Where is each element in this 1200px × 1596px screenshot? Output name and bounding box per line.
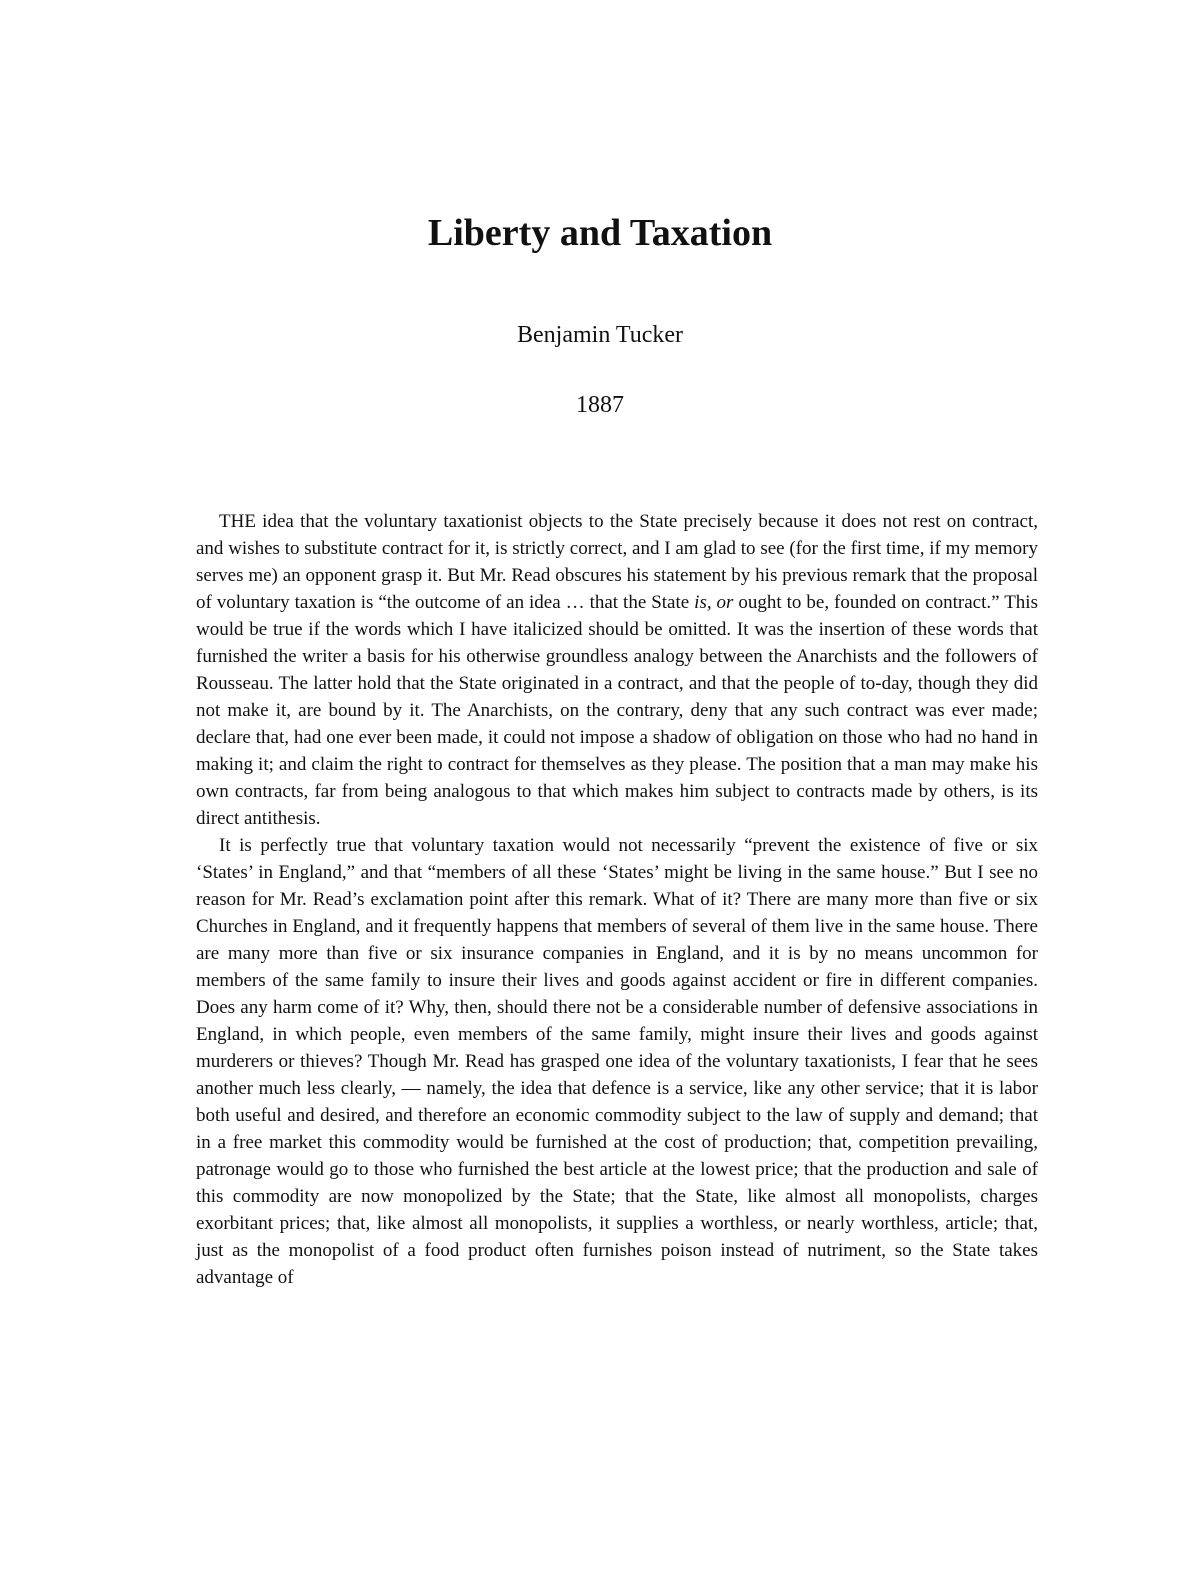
paragraph-1-text-a: THE idea that the voluntary taxationist objects to the State precisely because it does not rest on contract, and wishes to substitute contract for it, is strictly correct, and I am glad to see (for the first time, if my memory serves me) an opponent grasp it. But Mr. Read obscures his statement by his previous remark that the proposal of voluntary taxation is “the outcome of an idea … that the State — [196, 511, 1038, 613]
paragraph-2: It is perfectly true that voluntary taxation would not necessarily “prevent the existence of five or six ‘States’ in England,” and that “members of all these ‘States’ might be living in the same house.” But I see no reason for Mr. Read’s exclamation point after this remark. What of it? There are many more than five or six Churches in England, and it frequently happens that members of several of them live in the same house. There are many more than five or six insurance companies in England, and it is by no means uncommon for members of the same family to insure their lives and goods against accident or fire in different companies. Does any harm come of it? Why, then, should there not be a considerable number of defensive associations in England, in which people, even members of the same family, might insure their lives and goods against murderers or thieves? Though Mr. Read has grasped one idea of the voluntary taxationists, I fear that he sees another much less clearly, — namely, the idea that defence is a service, like any other service; that it is labor both useful and desired, and therefore an economic commodity subject to the law of supply and demand; that in a free market this commodity would be furnished at the cost of production; that, competition prevailing, patronage would go to those who furnished the best article at the lowest price; that the production and sale of this commodity are now monopolized by the State; that the State, like almost all monopolists, charges exorbitant prices; that, like almost all monopolists, it supplies a worthless, or nearly worthless, article; that, just as the monopolist of a food product often furnishes poison instead of nutriment, so the State takes advantage of — [196, 835, 1038, 1288]
italic-phrase: is, or — [694, 592, 734, 613]
document-title: Liberty and Taxation — [427, 212, 773, 254]
document-date: 1887 — [576, 392, 624, 418]
document-author: Benjamin Tucker — [517, 322, 683, 348]
paragraph-1-text-b: ought to be, founded on contract.” This would be true if the words which I have italicized should be omitted. It was the insertion of these words that furnished the writer a basis for his otherwise groundless analogy between the Anarchists and the followers of Rousseau. The latter hold that the State originated in a contract, and that the people of to-day, though they did not make it, are bound by it. The Anarchists, on the contrary, deny that any such contract was ever made; declare that, had one ever been made, it could not impose a shadow of obligation on those who had no hand in making it; and claim the right to contract for themselves as they please. The position that a man may make his own contracts, far from being analogous to that which makes him subject to contracts made by others, is its direct antithesis. — [196, 592, 1038, 829]
paragraph-1 — [196, 508, 1038, 832]
document-body — [196, 508, 1038, 1291]
